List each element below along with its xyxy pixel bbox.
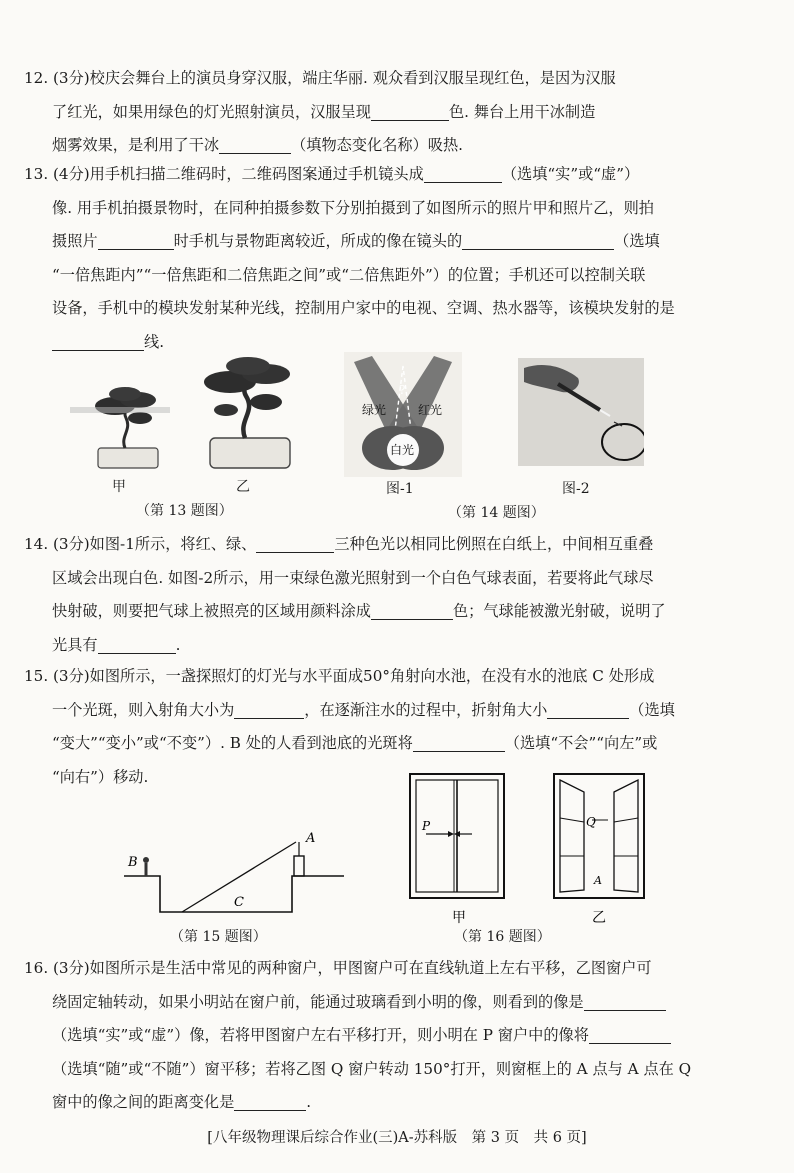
- fig16-window-q: Q: [586, 815, 596, 829]
- fig14-green-label: 绿光: [362, 403, 387, 417]
- q12-line3: 烟雾效果，是利用了干冰 （填物态变化名称）吸热.: [24, 129, 732, 163]
- fig16-point-a: A: [594, 874, 602, 887]
- q15-line3: “变大”“变小”或“不变”）. B 处的人看到池底的光斑将 （选填“不会”“向左”或: [24, 727, 732, 761]
- q16-line1: 16. (3分)如图所示是生活中常见的两种窗户，甲图窗户可在直线轨道上左右平移，乙图窗户可: [24, 959, 652, 977]
- q15-blank-move[interactable]: [413, 731, 505, 752]
- question-12: [24, 62, 732, 163]
- page-footer: [八年级物理课后综合作业(三)A-苏科版 第 3 页 共 6 页]: [207, 1130, 587, 1146]
- figure-13-bonsai: [70, 352, 310, 482]
- q13-blank-ray[interactable]: [52, 330, 144, 351]
- fig14-label-2: 图-2: [562, 481, 590, 497]
- q16-line2: 绕固定轴转动，如果小明站在窗户前，能通过玻璃看到小明的像，则看到的像是: [24, 986, 732, 1020]
- q12-line2: 了红光，如果用绿色的灯光照射演员，汉服呈现 色. 舞台上用干冰制造: [24, 96, 732, 130]
- q15-line4: “向右”）移动.: [52, 767, 149, 786]
- q16-line4: （选填“随”或“不随”）窗平移；若将乙图 Q 窗户转动 150°打开，则窗框上的 A 点与 A 点在 Q: [52, 1059, 692, 1078]
- fig15-point-c: C: [234, 895, 244, 910]
- q12-blank-phase[interactable]: [219, 133, 291, 154]
- figure-16-windows: [408, 772, 668, 930]
- question-14: [24, 528, 732, 662]
- q15-blank-incidence[interactable]: [234, 698, 304, 719]
- q13-line1: 13. (4分)用手机扫描二维码时，二维码图案通过手机镜头成 （选填“实”或“虚”）: [24, 158, 732, 192]
- q14-line2: 区域会出现白色. 如图-2所示，用一束绿色激光照射到一个白色气球表面，若要将此气球尽: [52, 568, 654, 587]
- fig16-label-jia: 甲: [452, 910, 466, 926]
- fig13-label-jia: 甲: [112, 479, 126, 495]
- question-13: [24, 158, 732, 359]
- q12-line1: 12. (3分)校庆会舞台上的演员身穿汉服，端庄华丽. 观众看到汉服呈现红色，是因为汉服: [24, 69, 616, 87]
- q14-blank-energy[interactable]: [98, 633, 176, 654]
- q14-blank-paint[interactable]: [371, 599, 453, 620]
- fig14-question-mark: ?: [399, 383, 406, 397]
- fig15-point-a: A: [306, 831, 316, 846]
- fig14-label-1: 图-1: [386, 481, 414, 497]
- q16-blank-distance[interactable]: [234, 1090, 306, 1111]
- fig14-red-label: 红光: [418, 403, 443, 417]
- q15-blank-refraction[interactable]: [547, 698, 629, 719]
- question-16: [24, 952, 732, 1120]
- fig16-label-yi: 乙: [592, 910, 606, 926]
- q16-line5: 窗中的像之间的距离变化是 .: [24, 1086, 732, 1120]
- sliding-window: [410, 774, 504, 898]
- fig15-point-b: B: [128, 855, 138, 870]
- q14-line3: 快射破，则要把气球上被照亮的区域用颜料涂成 色；气球能被激光射破，说明了: [24, 595, 732, 629]
- q13-line2: 像. 用手机拍摄景物时，在同种拍摄参数下分别拍摄到了如图所示的照片甲和照片乙，则拍: [52, 198, 654, 217]
- bonsai-small-image: [70, 387, 170, 468]
- person-icon: [143, 857, 149, 863]
- fig13-caption: （第 13 题图）: [136, 503, 233, 519]
- figure-14-2-laser-balloon: [518, 358, 644, 466]
- q13-line5: 设备，手机中的模块发射某种光线，控制用户家中的电视、空调、热水器等，该模块发射的是: [52, 299, 675, 317]
- fig13-label-yi: 乙: [236, 479, 250, 495]
- fig14-white-label: 白光: [390, 443, 415, 457]
- q13-blank-image-type[interactable]: [424, 162, 502, 183]
- q16-blank-image[interactable]: [584, 990, 666, 1011]
- searchlight-icon: [294, 856, 304, 876]
- q13-blank-photo[interactable]: [98, 229, 174, 250]
- q12-blank-color[interactable]: [371, 100, 449, 121]
- fig16-window-p: P: [422, 819, 431, 833]
- figure-15-searchlight-pool: [124, 820, 346, 920]
- bonsai-large-image: [204, 357, 290, 468]
- q13-line4: “一倍焦距内”“一倍焦距和二倍焦距之间”或“二倍焦距外”）的位置；手机还可以控制关联: [52, 265, 646, 284]
- q13-blank-position[interactable]: [462, 229, 614, 250]
- fig15-caption: （第 15 题图）: [170, 929, 267, 945]
- q16-blank-follow[interactable]: [589, 1023, 671, 1044]
- q13-line6: 线.: [24, 326, 732, 360]
- fig14-caption: （第 14 题图）: [448, 505, 545, 521]
- casement-window: [554, 774, 644, 898]
- q16-line3: （选填“实”或“虚”）像，若将甲图窗户左右平移打开，则小明在 P 窗户中的像将: [24, 1019, 732, 1053]
- q14-line4: 光具有 .: [24, 629, 732, 663]
- figure-14-1-color-mixing: [344, 352, 462, 477]
- fig16-caption: （第 16 题图）: [454, 929, 551, 945]
- q13-line3: 摄照片 时手机与景物距离较近，所成的像在镜头的 （选填: [24, 225, 732, 259]
- q14-blank-color3[interactable]: [256, 532, 334, 553]
- q15-line1: 15. (3分)如图所示，一盏探照灯的灯光与水平面成50°角射向水池，在没有水的池底 C 处形成: [24, 667, 655, 685]
- q15-line2: 一个光斑，则入射角大小为 ，在逐渐注水的过程中，折射角大小 （选填: [24, 694, 732, 728]
- q14-line1: 14. (3分)如图-1所示，将红、绿、 三种色光以相同比例照在白纸上，中间相互重叠: [24, 528, 732, 562]
